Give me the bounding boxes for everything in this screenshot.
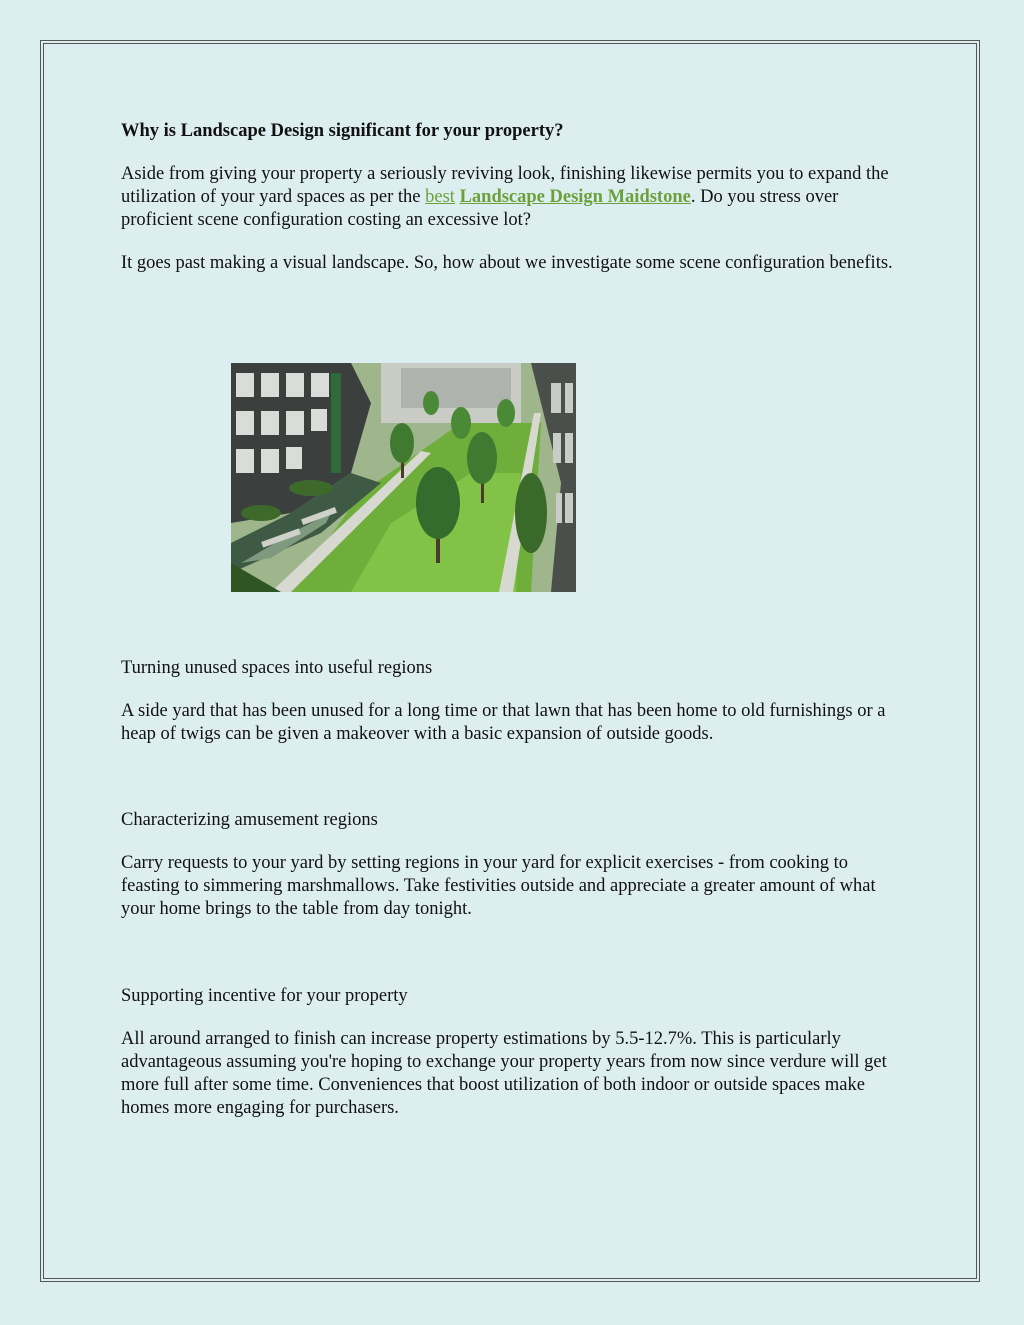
intro-paragraph-1 — [121, 163, 911, 232]
intro-block — [121, 120, 911, 295]
section-amusement-regions — [121, 809, 911, 921]
intro-heading: Why is Landscape Design significant for your property? — [121, 121, 564, 141]
intro-p1-after: . Do you stress over proficient scene configuration costing an excessive lot? — [121, 187, 839, 230]
section-body: All around arranged to finish can increase property estimations by 5.5-12.7%. This is particularly advantageous assuming you're hoping to exchange your property years from now since verdure will get more full after some time. Conveniences that boost utilization of both indoor or outside spaces make homes more engaging for purchasers. — [121, 1029, 887, 1118]
landscape-design-maidstone-link[interactable]: Landscape Design Maidstone — [459, 187, 691, 207]
intro-paragraph-2: It goes past making a visual landscape. So, how about we investigate some scene configuration benefits. — [121, 253, 893, 273]
section-heading: Supporting incentive for your property — [121, 986, 408, 1006]
garden-photo-illustration — [231, 363, 576, 592]
intro-p1-before: Aside from giving your property a seriously reviving look, finishing likewise permits you to expand the utilization of your yard spaces as per the — [121, 164, 889, 207]
section-heading: Turning unused spaces into useful regions — [121, 658, 433, 678]
section-heading: Characterizing amusement regions — [121, 810, 378, 830]
section-unused-spaces — [121, 657, 911, 746]
section-body: A side yard that has been unused for a long time or that lawn that has been home to old furnishings or a heap of twigs can be given a makeover with a basic expansion of outside goods. — [121, 701, 886, 744]
section-property-incentive — [121, 985, 911, 1120]
section-body: Carry requests to your yard by setting regions in your yard for explicit exercises - from cooking to feasting to simmering marshmallows. Take festivities outside and appreciate a greater amount of what your home brings to the table from day tonight. — [121, 853, 876, 919]
garden-courtyard-photo — [231, 363, 576, 592]
landscape-link-best[interactable]: best — [425, 187, 455, 207]
